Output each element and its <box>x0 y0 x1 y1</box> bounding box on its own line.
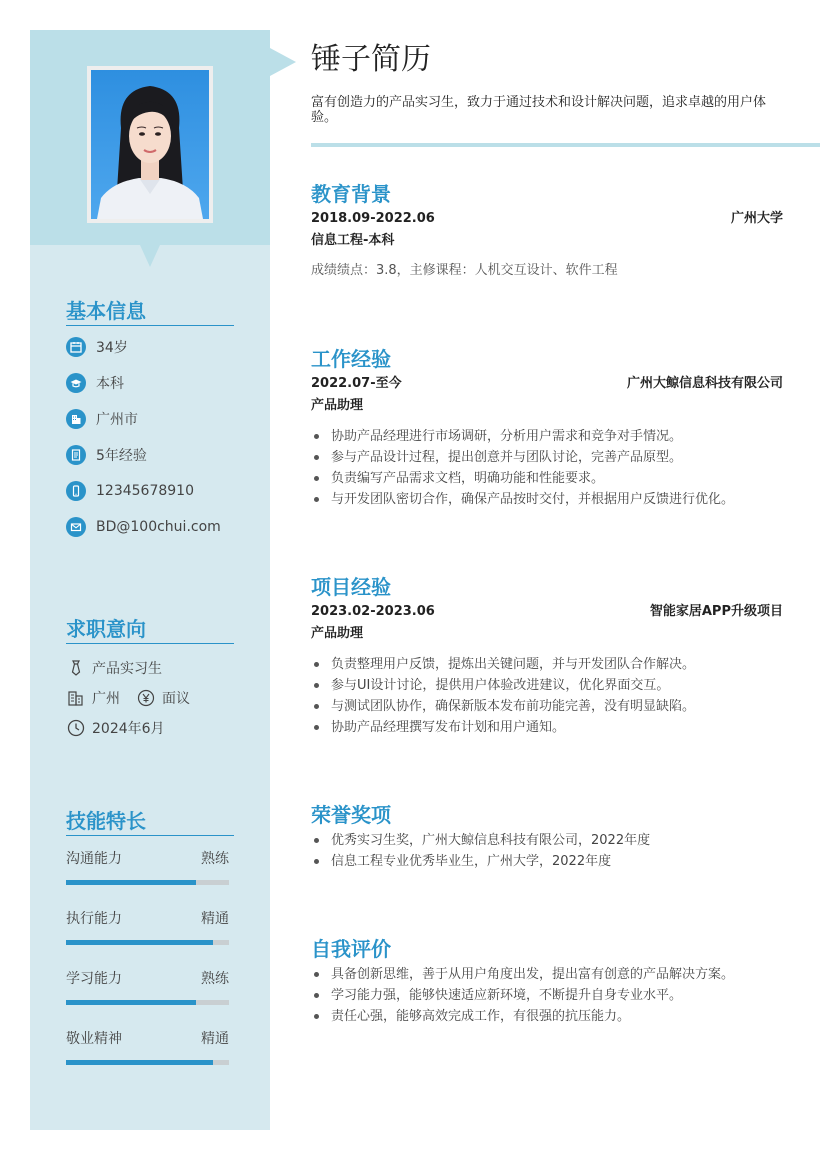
phone-icon <box>66 481 86 501</box>
calendar-icon <box>66 337 86 357</box>
skill-name: 沟通能力 <box>66 851 122 867</box>
skill-level: 熟练 <box>201 851 229 867</box>
skill-bar <box>66 880 229 885</box>
skill-bar <box>66 1000 229 1005</box>
intent-date <box>66 717 165 739</box>
education-major: 信息工程-本科 <box>311 233 395 248</box>
skill-level: 熟练 <box>201 971 229 987</box>
info-phone <box>66 480 194 502</box>
photo-pointer <box>140 245 160 267</box>
project-bullets <box>311 654 791 738</box>
list-item <box>311 717 791 738</box>
project-header <box>311 603 783 621</box>
bullet-text: 协助产品经理撰写发布计划和用户通知。 <box>331 720 566 735</box>
list-item <box>311 675 791 696</box>
list-item <box>311 1006 791 1027</box>
info-degree <box>66 372 124 394</box>
skill-level: 精通 <box>201 1031 229 1047</box>
document-icon <box>66 445 86 465</box>
clock-icon <box>66 718 86 738</box>
graduation-cap-icon <box>66 373 86 393</box>
honors-bullets <box>311 830 791 872</box>
honors-title: 荣誉奖项 <box>311 803 391 827</box>
list-item <box>311 696 791 717</box>
skill-item <box>66 968 229 1005</box>
skill-item <box>66 848 229 885</box>
intent-salary-text: 面议 <box>162 691 190 707</box>
city-building-icon <box>66 688 86 708</box>
intent-position-text: 产品实习生 <box>92 661 162 677</box>
yen-icon <box>136 688 156 708</box>
mail-icon <box>66 517 86 537</box>
info-experience <box>66 444 147 466</box>
list-item <box>311 426 791 447</box>
info-experience-text: 5年经验 <box>96 448 147 464</box>
tie-icon <box>66 658 86 678</box>
education-detail: 成绩绩点：3.8，主修课程：人机交互设计、软件工程 <box>311 263 618 278</box>
bullet-text: 协助产品经理进行市场调研，分析用户需求和竞争对手情况。 <box>331 429 683 444</box>
work-role: 产品助理 <box>311 398 364 413</box>
skill-bar-fill <box>66 880 196 885</box>
profile-photo <box>87 66 213 223</box>
bullet-text: 优秀实习生奖，广州大鲸信息科技有限公司，2022年度 <box>331 833 651 848</box>
resume-summary: 富有创造力的产品实习生，致力于通过技术和设计解决问题，追求卓越的用户体验。 <box>311 95 767 125</box>
education-title: 教育背景 <box>311 182 391 206</box>
skill-bar <box>66 1060 229 1065</box>
project-title: 项目经验 <box>311 575 391 599</box>
skill-name: 学习能力 <box>66 971 122 987</box>
work-period: 2022.07-至今 <box>311 376 402 391</box>
building-icon <box>66 409 86 429</box>
intent-date-text: 2024年6月 <box>92 721 165 737</box>
work-bullets <box>311 426 791 510</box>
list-item <box>311 468 791 489</box>
basic-info-title: 基本信息 <box>66 298 234 326</box>
info-phone-text: 12345678910 <box>96 483 194 499</box>
self-eval-bullets <box>311 964 791 1027</box>
bullet-text: 信息工程专业优秀毕业生，广州大学，2022年度 <box>331 854 612 869</box>
info-age-text: 34岁 <box>96 340 128 356</box>
work-header <box>311 375 783 393</box>
info-city-text: 广州市 <box>96 412 138 428</box>
list-item <box>311 830 791 851</box>
skill-name: 敬业精神 <box>66 1031 122 1047</box>
info-age <box>66 336 128 358</box>
resume-name: 锤子简历 <box>311 42 431 77</box>
info-city <box>66 408 138 430</box>
sidebar <box>30 30 270 1130</box>
skill-item <box>66 908 229 945</box>
bullet-text: 负责编写产品需求文档，明确功能和性能要求。 <box>331 471 605 486</box>
bullet-text: 参与产品设计过程，提出创意并与团队讨论，完善产品原型。 <box>331 450 683 465</box>
bullet-text: 与测试团队协作，确保新版本发布前功能完善，没有明显缺陷。 <box>331 699 696 714</box>
bullet-text: 学习能力强，能够快速适应新环境，不断提升自身专业水平。 <box>331 988 683 1003</box>
project-period: 2023.02-2023.06 <box>311 604 435 619</box>
header-divider <box>311 143 820 147</box>
skill-bar <box>66 940 229 945</box>
education-header <box>311 210 783 228</box>
education-school: 广州大学 <box>730 211 783 226</box>
project-role: 产品助理 <box>311 626 364 641</box>
bullet-text: 负责整理用户反馈，提炼出关键问题，并与开发团队合作解决。 <box>331 657 696 672</box>
info-email <box>66 516 221 538</box>
skill-bar-fill <box>66 940 213 945</box>
intent-city-salary <box>66 687 190 709</box>
list-item <box>311 851 791 872</box>
info-email-text: BD@100chui.com <box>96 519 221 535</box>
list-item <box>311 964 791 985</box>
skill-name: 执行能力 <box>66 911 122 927</box>
bullet-text: 参与UI设计讨论，提供用户体验改进建议，优化界面交互。 <box>331 678 670 693</box>
name-pointer <box>270 48 296 76</box>
project-name: 智能家居APP升级项目 <box>649 604 783 619</box>
self-eval-title: 自我评价 <box>311 937 391 961</box>
intent-city-text: 广州 <box>92 691 120 707</box>
skill-bar-fill <box>66 1000 196 1005</box>
skill-level: 精通 <box>201 911 229 927</box>
bullet-text: 与开发团队密切合作，确保产品按时交付，并根据用户反馈进行优化。 <box>331 492 735 507</box>
bullet-text: 责任心强，能够高效完成工作，有很强的抗压能力。 <box>331 1009 631 1024</box>
work-title: 工作经验 <box>311 347 391 371</box>
intent-position <box>66 657 162 679</box>
list-item <box>311 447 791 468</box>
list-item <box>311 489 791 510</box>
skill-bar-fill <box>66 1060 213 1065</box>
education-period: 2018.09-2022.06 <box>311 211 435 226</box>
job-intent-title: 求职意向 <box>66 616 234 644</box>
list-item <box>311 654 791 675</box>
bullet-text: 具备创新思维，善于从用户角度出发，提出富有创意的产品解决方案。 <box>331 967 735 982</box>
info-degree-text: 本科 <box>96 376 124 392</box>
work-company: 广州大鲸信息科技有限公司 <box>626 376 783 391</box>
skill-item <box>66 1028 229 1065</box>
skills-title: 技能特长 <box>66 808 234 836</box>
list-item <box>311 985 791 1006</box>
